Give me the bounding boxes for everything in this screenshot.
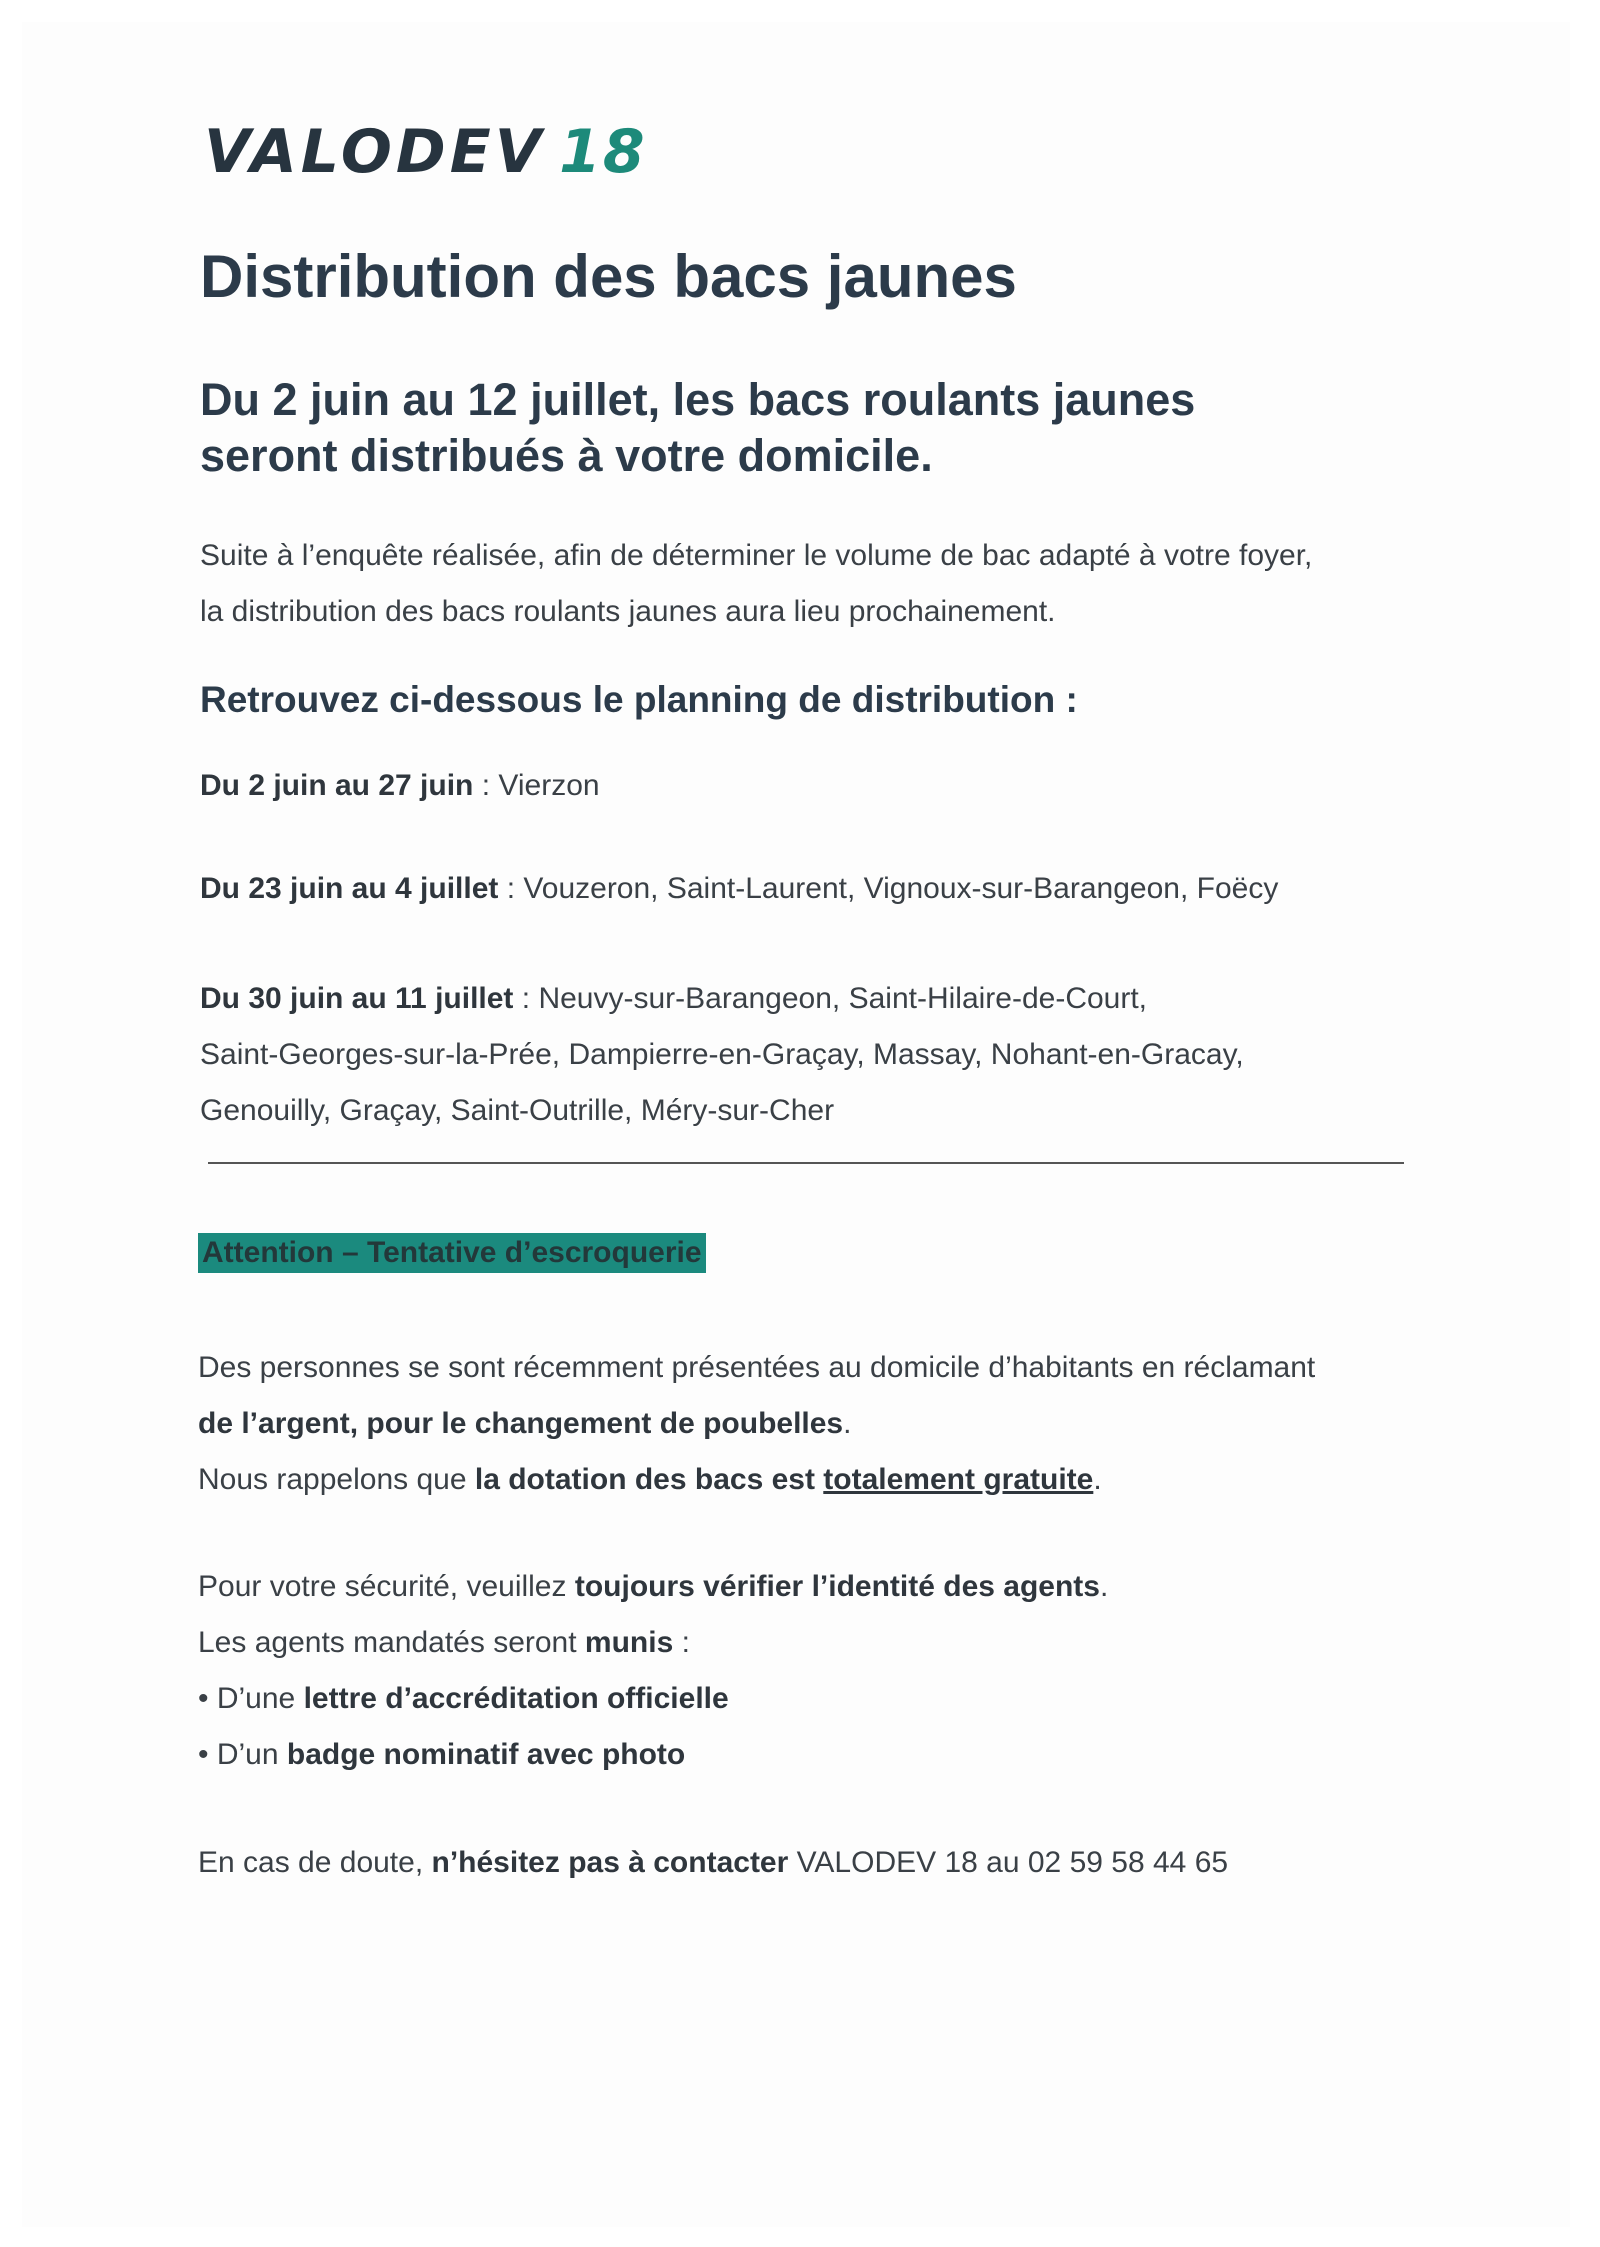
schedule-towns: Vouzeron, Saint-Laurent, Vignoux-sur-Barangeon, Foëcy: [523, 872, 1279, 905]
logo-number: 18: [559, 117, 647, 187]
document-page: [22, 22, 1570, 2227]
subtitle-line-1: Du 2 juin au 12 juillet, les bacs roulants jaunes: [200, 374, 1196, 425]
logo-text: VALODEV: [204, 117, 546, 187]
security-line-2-bold: munis: [584, 1626, 674, 1659]
bullet-item: [198, 1671, 1108, 1727]
security-line-1-end: .: [1099, 1570, 1109, 1603]
contact-line: [198, 1844, 1228, 1882]
planning-heading: Retrouvez ci-dessous le planning de distribution :: [200, 679, 1078, 720]
fraud-line-2-bold: de l’argent, pour le changement de poubelles: [198, 1407, 844, 1440]
schedule-item: Du 23 juin au 4 juillet : Vouzeron, Saint-Laurent, Vignoux-sur-Barangeon, Foëcy: [200, 872, 1279, 905]
schedule-towns-line-3: Genouilly, Graçay, Saint-Outrille, Méry-sur-Cher: [200, 1094, 835, 1127]
security-line-2-start: Les agents mandatés seront: [198, 1626, 585, 1659]
bullet-2-start: • D’un: [198, 1738, 287, 1771]
schedule-towns: Vierzon: [498, 769, 600, 802]
fraud-line-3-bold: la dotation des bacs est: [474, 1463, 824, 1496]
intro-line-2: la distribution des bacs roulants jaunes aura lieu prochainement.: [200, 595, 1056, 628]
fraud-alert-label: Attention – Tentative d’escroquerie: [198, 1233, 706, 1273]
bullet-1-start: • D’une: [198, 1682, 304, 1715]
bullet-1-bold: lettre d’accréditation officielle: [303, 1682, 729, 1715]
security-line-1-bold: toujours vérifier l’identité des agents: [574, 1570, 1100, 1603]
page-title: Distribution des bacs jaunes: [200, 243, 1017, 310]
bullet-2-bold: badge nominatif avec photo: [286, 1738, 686, 1771]
security-line-1-start: Pour votre sécurité, veuillez: [198, 1570, 575, 1603]
contact-end: VALODEV 18 au 02 59 58 44 65: [788, 1846, 1229, 1879]
bullet-item: [198, 1727, 1108, 1783]
fraud-line-1: Des personnes se sont récemment présentées au domicile d’habitants en réclamant: [198, 1351, 1316, 1384]
schedule-towns-line-2: Saint-Georges-sur-la-Prée, Dampierre-en-Graçay, Massay, Nohant-en-Gracay,: [200, 1038, 1244, 1071]
schedule-dates: Du 23 juin au 4 juillet: [200, 872, 499, 905]
schedule-dates: Du 2 juin au 27 juin: [200, 769, 474, 802]
security-paragraph: [198, 1559, 1108, 1783]
schedule-dates: Du 30 juin au 11 juillet: [200, 982, 514, 1015]
intro-paragraph: [200, 528, 1312, 640]
security-line-2-end: :: [673, 1626, 690, 1659]
fraud-paragraph: [198, 1340, 1315, 1508]
fraud-line-3-start: Nous rappelons que: [198, 1463, 475, 1496]
contact-start: En cas de doute,: [198, 1846, 432, 1879]
contact-bold: n’hésitez pas à contacter: [431, 1846, 789, 1879]
section-divider: [208, 1162, 1404, 1164]
subtitle: [200, 372, 1195, 484]
fraud-line-2-end: .: [843, 1407, 852, 1440]
intro-line-1: Suite à l’enquête réalisée, afin de déterminer le volume de bac adapté à votre foyer,: [200, 539, 1313, 572]
schedule-towns: Neuvy-sur-Barangeon, Saint-Hilaire-de-Court,: [538, 982, 1148, 1015]
free-of-charge-text: totalement gratuite: [823, 1463, 1094, 1496]
subtitle-line-2: seront distribués à votre domicile.: [200, 430, 933, 481]
fraud-line-3-end: .: [1093, 1463, 1102, 1496]
schedule-item: Du 30 juin au 11 juillet : Neuvy-sur-Barangeon, Saint-Hilaire-de-Court, Saint-Georges-sur-la-Prée, Dampierre-en-Graçay, Massay, Nohant-en-Gracay, Genouilly, Graçay, Saint-Outrille, Méry-sur-Cher: [200, 971, 1244, 1139]
schedule-item: Du 2 juin au 27 juin : Vierzon: [200, 769, 600, 802]
valodev-logo: [204, 117, 647, 187]
